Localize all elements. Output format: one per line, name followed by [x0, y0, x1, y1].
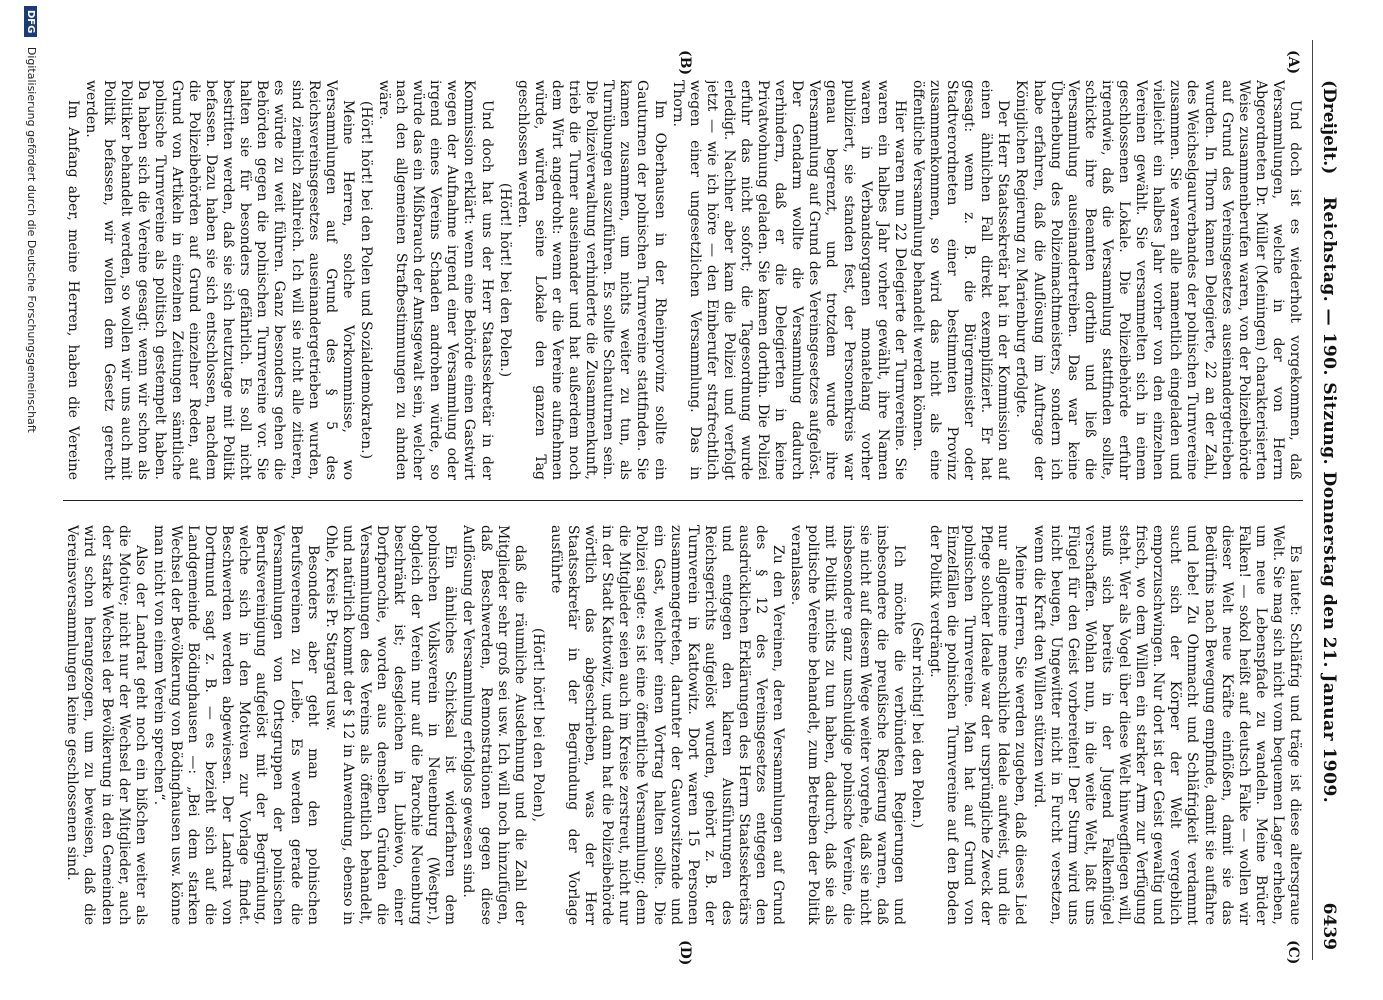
paragraph: Und doch ist es wiederholt vorgekommen, daß Versammlungen, welche in der von Herrn Abgeordneten Dr. Müller (Meiningen) charakterisierten Weise zusammenberufen waren, von der Polizeibehörde auf Grund des Vereinsgesetzes auseinandergetrieben wurden. In Thorn kamen Delegierte, 22 an der Zahl, des Weichselgaurverbandes der polnischen Turnvereine zusammen. Sie waren alle namentlich eingeladen und vielleicht ein halbes Jahr vorher von den einzelnen Vereinen gewählt. Sie versammelten sich in einem geschlossenen Lokale. Die Polizeibehörde erfuhr irgendwie, daß die Versammlung stattfinden sollte, schickte ihre Beamten dorthin und ließ die Versammlung auseinandertreiben. Das war keine Überhebung des Polizeimachtmeisters, sondern ich habe erfahren, daß die Auflösung im Auftrage der Königlichen Regierung zu Marienburg erfolgte. [1013, 80, 1303, 480]
paragraph: daß die räumliche Ausdehnung und die Zahl der Mitglieder sehr groß sei usw. Ich will noch hinzufügen, daß Beschwerden, Remonstrationen gegen diese Auflösung der Versammlung erfolglos gewesen sind. [460, 525, 528, 925]
page-header [1312, 40, 1353, 960]
margin-marker-a: (A) [1285, 50, 1301, 75]
margin-marker-b: (B) [677, 50, 693, 76]
right-column [63, 525, 1303, 925]
interjection: (Hört! hört! bei den Polen.) [496, 182, 513, 378]
footer-text: Digitalisierung gefördert durch die Deutsche Forschungsgemeinschaft [25, 46, 38, 433]
column-divider [63, 500, 1303, 501]
paragraph: Zu den Vereinen, deren Versammlungen auf Grund des § 12 des Vereinsgesetzes entgegen den ausdrücklichen Erklärungen des Herrn Staatssekretärs und entgegen den klaren Ausführungen des Reichsgerichts aufgelöst wurden, gehört z. B. der Turnverein in Kattowitz. Dort waren 15 Personen zusammengetreten, darunter der Gauvorsitzende und ein Gast, welcher einen Vortrag halten sollte. Die Polizei sagte: es ist eine öffentliche Versammlung; denn die Mitglieder seien auch im Kreise zerstreut, nicht nur in der Stadt Kattowitz, und dann hat die Polizeibehörde wörtlich das abgeschrieben, was der Herr Staatssekretär in der Begründung der Vorlage ausführte [547, 525, 787, 925]
margin-marker-c: (C) [1285, 940, 1301, 965]
paragraph: Und doch hat uns der Herr Staatssekretär in der Kommission erklärt: wenn eine Behörde einen Gastwirt wegen der Aufnahme irgend einer Versammlung oder irgend eines Vereins Schaden androhen würde, so würde das ein Mißbrauch der Amtsgewalt sein, welcher nach den allgemeinen Strafbestimmungen zu ahnden wäre. [376, 80, 495, 480]
page-title: Reichstag. — 190. Sitzung. Donnerstag den 21. Januar 1909. [1319, 196, 1339, 804]
paragraph: Der Herr Staatssekretär hat in der Kommission auf einen ähnlichen Fall direkt exemplifiziert. Er hat gesagt: wenn z. B. die Bürgermeister oder Stadtverordneten einer bestimmten Provinz zusammenkommen, so wird das nicht als eine öffentliche Versammlung behandelt werden können. [909, 80, 1012, 480]
paragraph: Ein ähnliches Schicksal ist widerfahren dem polnischen Volksverein in Neuenburg (Westpr.), obgleich der Verein nur auf die Parochie Neuenburg beschränkt ist; desgleichen in Lubiewo, einer Dorfparochie, worden aus denselben Gründen die Versammlungen des Vereins als öffentlich behandelt, und natürlich kommt der § 12 in Anwendung, ebenso in Ohle, Kreis Pr. Stargard usw. [322, 525, 459, 925]
paragraph: Im Oberhausen in der Rheinprovinz sollte ein Gauturnen der polnischen Turnvereine stattfinden. Sie kamen zusammen, um nichts weiter zu tun, als Turnübungen auszuführen. Es sollte Schauturnen sein. Die Polizeiverwaltung verhinderte die Zusammenkunft, trieb die Turner auseinander und hat außerdem noch dem Wirt angedroht: wenn er die Vereine aufnehmen würde, würden seine Lokale den ganzen Tag geschlossen werden. [514, 80, 668, 480]
page-number: 6439 [1319, 902, 1339, 950]
paragraph: Besonders aber geht man den polnischen Berufsvereinen zu Leibe. Es werden gerade die Versammlungen von Ortsgruppen der polnischen Berufsvereinigung aufgelöst mit der Begründung, welche sich in den Motiven zur Vorlage findet. Beschwerden werden abgewiesen. Der Landrat von Dortmund sagt z. B. — es bezieht sich auf die Landgemeinde Bödinghausen —: „Bei dem starken Wechsel der Bevölkerung von Bödinghausen usw. könne man nicht von einem Verein sprechen“. [150, 525, 321, 925]
paragraph: Meine Herren, Sie werden zugeben, daß dieses Lied nur allgemeine menschliche Ideale aufweist, und die Pflege solcher Ideale war der ursprüngliche Zweck der polnischen Turnvereine. Man hat auf Grund von Einzelfällen die polnischen Turnvereine auf den Boden der Politik verdrängt. [927, 525, 1029, 925]
paragraph: Ich möchte die verbündeten Regierungen und insbesondere die preußische Regierung warnen, daß sie nicht auf diesem Wege weiter vorgehe, daß sie nicht insbesondere ganz unschuldige polnische Vereine, die mit Politik nichts zu tun haben, dadurch, daß sie als politische Vereine behandelt, zum Betreiben der Politik veranlasse. [788, 525, 907, 925]
left-column [63, 80, 1303, 480]
digitization-footer [8, 0, 38, 1000]
paragraph: Im Anfang aber, meine Herren, haben die Vereine [65, 100, 82, 480]
paragraph: Es lautet: Schläfrig und träge ist diese altersgraue Welt. Sie mag sich nicht vom bequemen Lager erheben, um neue Lebenspfade zu wandeln. Meine Brüder Falken! — sokol heißt auf deutsch Falke — wollen wir dieser Welt neue Kräfte einflößen, damit sie das Bedürfnis nach Bewegung empfinde, damit sie auffahre und lebe! Zu Ohnmacht und Schläfrigkeit verdammt sucht sich der Körper der Welt vergeblich emporzuschwingen. Nur dort ist der Geist gewaltig und frisch, wo dem Willen ein starker Arm zur Verfügung steht. Wer als Vogel über diese Welt hinwegfliegen will, muß sich bereits in der Jugend Falkenflügel verschaffen. Wohlan nun, in die weite Welt, laßt uns Flügel für den Geist vorbereiten! Der Sturm wird uns nicht beugen, Ungewitter nicht in Furcht versetzen, wenn die Kraft den Willen stützen wird. [1030, 525, 1303, 925]
paragraph: Hier waren nun 22 Delegierte der Turnvereine. Sie waren ein halbes Jahr vorher gewählt, ihre Namen waren in Verbandsorganen monatelang vorher publiziert, sie standen fest, der Personenkreis war genau begrenzt, und trotzdem wurde ihre Versammlung auf Grund des Vereinsgesetzes aufgelöst. Der Gendarm wollte die Versammlung dadurch verhindern, daß er die Delegierten in keine Privatwohnung geladen. Sie kamen dorthin. Die Polizei erfuhr das nicht sofort; die Tagesordnung wurde erledigt. Nachher aber kam die Polizei und verfolgt jetzt — wie ich höre — den Einberufer strafrechtlich wegen einer ungesetzlichen Versammlung. Das in Thorn. [669, 80, 908, 480]
dfg-logo: DFG [24, 6, 37, 37]
interjection: (Hört! hört! bei den Polen und Sozialdemokraten.) [357, 100, 374, 460]
speaker-label: (Dreijelt.) [1319, 80, 1339, 175]
interjection: (Hört! hört! bei den Polen), [529, 627, 546, 823]
margin-marker-d: (D) [677, 940, 693, 966]
paragraph: Also der Landrat geht noch ein bißchen weiter als die Motive; nicht nur der Wechsel der Mitglieder, auch der starke Wechsel der Bevölkerung in den Gemeinden wird schon herangezogen, um zu beweisen, daß die Vereinsversammlungen keine geschlossenen sind. [64, 525, 149, 925]
paragraph: Meine Herren, solche Vorkommnisse, wo Versammlungen auf Grund des § 5 des Reichsvereinsgesetzes auseinandergetrieben wurden, sind ziemlich zahlreich. Ich will sie nicht alle zitieren, es würde zu weit führen. Ganz besonders gehen die Behörden gegen die polnischen Turnvereine vor. Sie halten sie für besonders gefährlich. Es soll nicht bestritten werden, daß sie sich heutzutage mit Politik befassen. Dazu haben sie sich entschlossen, nachdem die Polizeibehörden auf Grund einzelner Reden, auf Grund von Artikeln in einzelnen Zeitungen sämtliche polnische Turnvereine als politisch gestempelt haben. Da haben sich die Vereine gesagt: wenn wir schon als Politiker behandelt werden, so wollen wir uns auch mit Politik befassen, wir wollen dem Gesetz gerecht werden. [83, 80, 356, 480]
interjection: (Sehr richtig! bei den Polen.) [908, 621, 925, 829]
